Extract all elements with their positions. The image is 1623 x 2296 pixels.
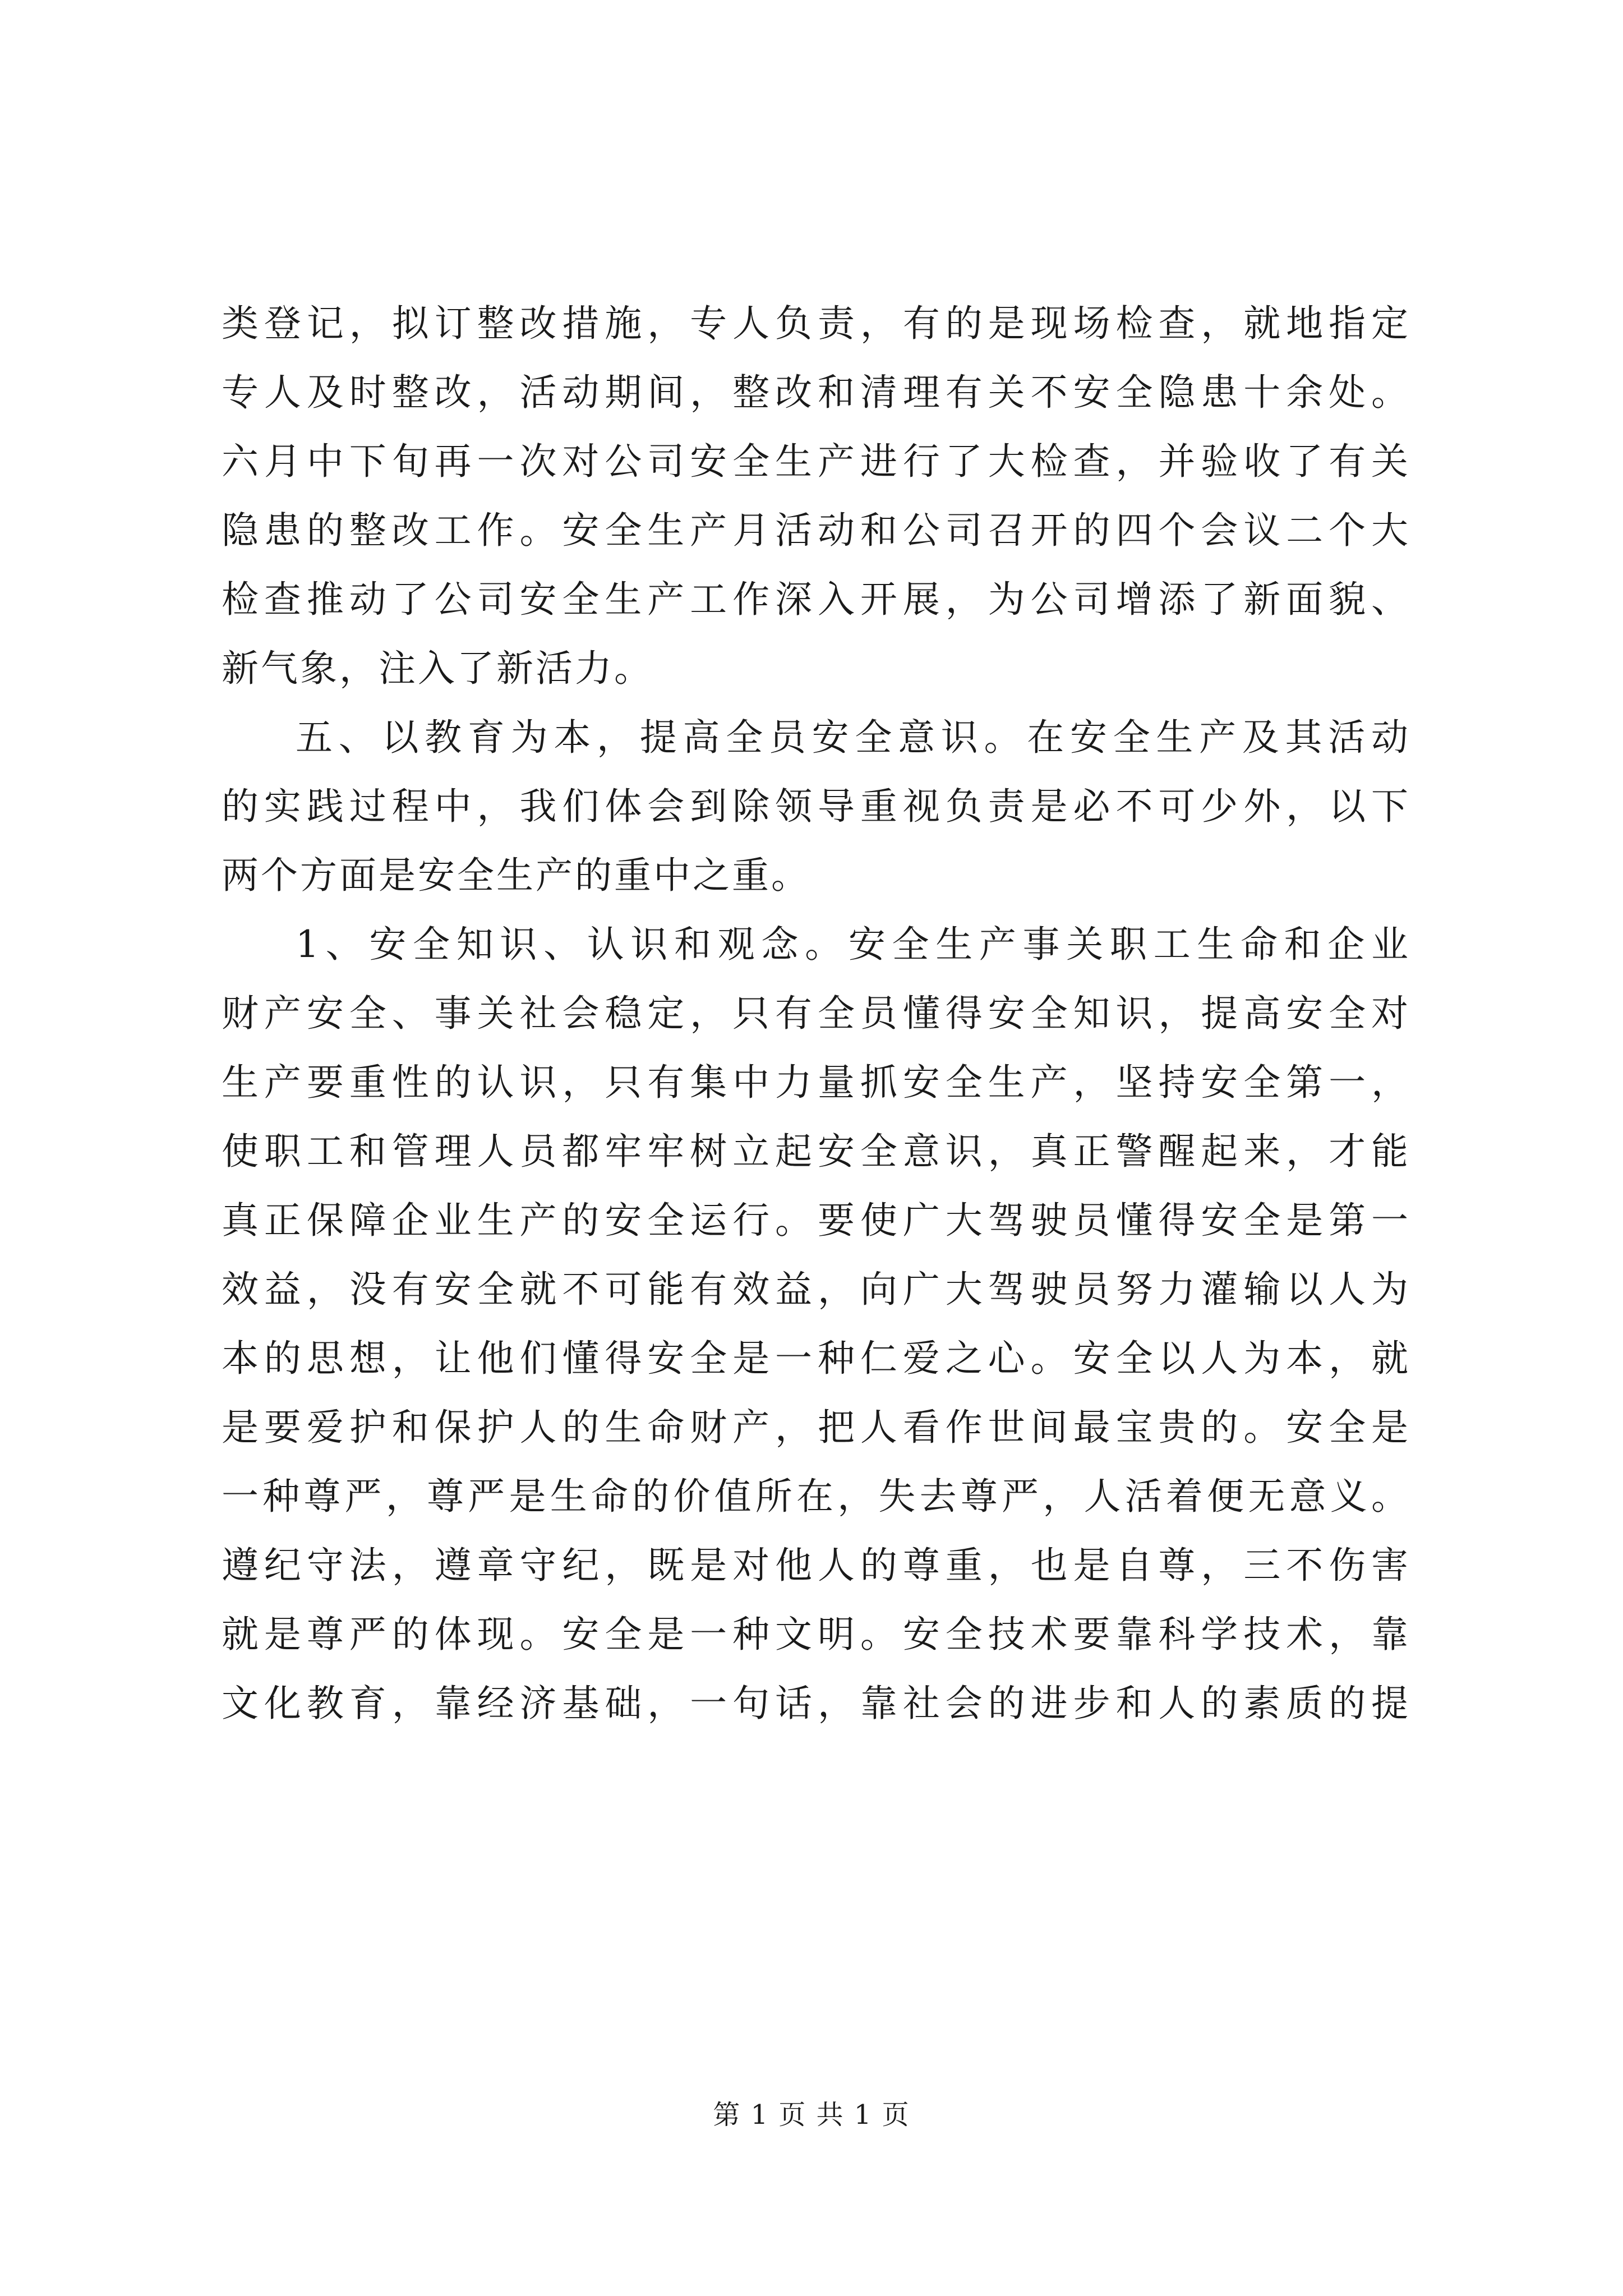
text-line: 类登记，拟订整改措施，专人负责，有的是现场检查，就地指定 bbox=[222, 302, 1410, 345]
text-line: 两个方面是安全生产的重中之重。 bbox=[222, 854, 810, 897]
paragraph-2 bbox=[222, 703, 1410, 910]
paragraph-1 bbox=[222, 289, 1410, 703]
text-line: 一种尊严，尊严是生命的价值所在，失去尊严，人活着便无意义。 bbox=[222, 1475, 1410, 1518]
text-line: 六月中下旬再一次对公司安全生产进行了大检查，并验收了有关 bbox=[222, 440, 1410, 483]
text-line: 专人及时整改，活动期间，整改和清理有关不安全隐患十余处。 bbox=[222, 371, 1410, 414]
text-line: 1、安全知识、认识和观念。安全生产事关职工生命和企业 bbox=[296, 923, 1410, 966]
text-line: 文化教育，靠经济基础，一句话，靠社会的进步和人的素质的提 bbox=[222, 1682, 1410, 1725]
text-line: 使职工和管理人员都牢牢树立起安全意识，真正警醒起来，才能 bbox=[222, 1130, 1410, 1173]
text-line: 检查推动了公司安全生产工作深入开展，为公司增添了新面貌、 bbox=[222, 578, 1410, 621]
page-footer: 第 1 页 共 1 页 bbox=[713, 2099, 910, 2131]
text-line: 财产安全、事关社会稳定，只有全员懂得安全知识，提高安全对 bbox=[222, 992, 1410, 1035]
text-line: 的实践过程中，我们体会到除领导重视负责是必不可少外，以下 bbox=[222, 785, 1410, 828]
text-line: 遵纪守法，遵章守纪，既是对他人的尊重，也是自尊，三不伤害 bbox=[222, 1544, 1410, 1587]
document-body bbox=[222, 289, 1410, 1738]
text-line: 新气象，注入了新活力。 bbox=[222, 647, 653, 690]
text-line: 是要爱护和保护人的生命财产，把人看作世间最宝贵的。安全是 bbox=[222, 1406, 1410, 1449]
text-line: 就是尊严的体现。安全是一种文明。安全技术要靠科学技术，靠 bbox=[222, 1613, 1410, 1656]
text-line: 效益，没有安全就不可能有效益，向广大驾驶员努力灌输以人为 bbox=[222, 1268, 1410, 1311]
text-line: 生产要重性的认识，只有集中力量抓安全生产，坚持安全第一， bbox=[222, 1061, 1410, 1104]
text-line: 隐患的整改工作。安全生产月活动和公司召开的四个会议二个大 bbox=[222, 509, 1410, 552]
text-line: 本的思想，让他们懂得安全是一种仁爱之心。安全以人为本，就 bbox=[222, 1337, 1410, 1380]
text-line: 真正保障企业生产的安全运行。要使广大驾驶员懂得安全是第一 bbox=[222, 1199, 1410, 1242]
paragraph-3 bbox=[222, 910, 1410, 1738]
text-line: 五、以教育为本，提高全员安全意识。在安全生产及其活动 bbox=[296, 716, 1410, 759]
